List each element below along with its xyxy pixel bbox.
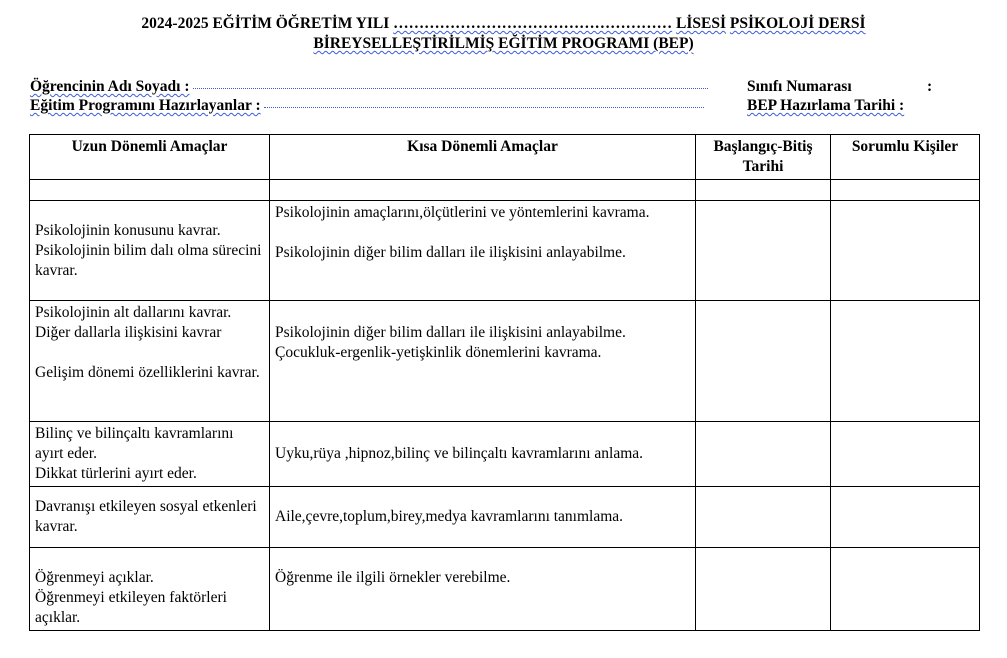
- short-term-goal-cell[interactable]: [270, 301, 696, 422]
- long-term-goal-cell[interactable]: [30, 487, 270, 548]
- dates-cell[interactable]: [696, 422, 831, 487]
- table-row: [30, 301, 980, 422]
- table-header-row: [30, 135, 980, 180]
- class-number-label: Sınıfı Numarası: [747, 78, 852, 95]
- short-term-goal-text: Psikolojinin amaçlarını,ölçütlerini ve yöntemlerini kavrama.: [275, 204, 650, 221]
- responsible-cell[interactable]: [831, 422, 980, 487]
- short-term-goal-cell[interactable]: [270, 201, 696, 301]
- title-course: PSİKOLOJİ DERSİ: [729, 15, 866, 32]
- table-row: [30, 422, 980, 487]
- responsible-cell[interactable]: [831, 487, 980, 548]
- preparers-field[interactable]: [30, 97, 704, 115]
- long-term-goal-text: Davranışı etkileyen sosyal etkenleri kavrar.: [35, 498, 257, 535]
- student-name-line: [193, 87, 708, 89]
- class-number-colon: :: [927, 78, 933, 95]
- header-responsible: Sorumlu Kişiler: [831, 135, 980, 180]
- short-term-goal-text: Aile,çevre,toplum,birey,medya kavramlarını tanımlama.: [275, 508, 624, 525]
- bep-date-label: BEP Hazırlama Tarihi :: [747, 97, 905, 114]
- class-number-field[interactable]: [747, 78, 852, 96]
- dates-cell[interactable]: [696, 548, 831, 631]
- document-title-line2: [0, 35, 1007, 53]
- short-term-goal-cell[interactable]: [270, 548, 696, 631]
- header-long-term: Uzun Dönemli Amaçlar: [30, 135, 270, 180]
- dates-cell[interactable]: [696, 301, 831, 422]
- short-term-goal-text: Öğrenme ile ilgili örnekler verebilme.: [275, 569, 511, 586]
- table-row: [30, 548, 980, 631]
- short-term-goal-cell[interactable]: [270, 422, 696, 487]
- table-cell[interactable]: [696, 180, 831, 201]
- long-term-goal-cell[interactable]: [30, 548, 270, 631]
- short-term-goal-text: Uyku,rüya ,hipnoz,bilinç ve bilinçaltı kavramlarını anlama.: [275, 445, 644, 462]
- preparers-label: Eğitim Programını Hazırlayanlar :: [30, 97, 261, 114]
- short-term-goal-cell[interactable]: [270, 487, 696, 548]
- student-name-label: Öğrencinin Adı Soyadı :: [30, 78, 190, 95]
- dates-cell[interactable]: [696, 201, 831, 301]
- short-term-goal-text: Psikolojinin diğer bilim dalları ile ilişkisini anlayabilme. Çocukluk-ergenlik-yetişkinlik dönemlerini kavrama.: [275, 324, 626, 361]
- long-term-goal-text: Psikolojinin konusunu kavrar. Psikolojinin bilim dalı olma sürecini kavrar.: [35, 221, 262, 279]
- long-term-goal-cell[interactable]: [30, 201, 270, 301]
- preparers-line: [264, 106, 704, 108]
- student-name-field[interactable]: [30, 78, 708, 96]
- responsible-cell[interactable]: [831, 201, 980, 301]
- short-term-goal-text: Psikolojinin diğer bilim dalları ile ilişkisini anlayabilme.: [275, 244, 626, 261]
- table-cell[interactable]: [270, 180, 696, 201]
- program-title: BİREYSELLEŞTİRİLMİŞ EĞİTİM PROGRAMI (BEP): [313, 35, 694, 52]
- long-term-goal-cell[interactable]: [30, 301, 270, 422]
- bep-table: [29, 134, 980, 631]
- header-short-term: Kısa Dönemli Amaçlar: [270, 135, 696, 180]
- bep-date-field[interactable]: [747, 97, 904, 115]
- dates-cell[interactable]: [696, 487, 831, 548]
- header-dates: Başlangıç-Bitiş Tarihi: [696, 135, 831, 180]
- table-row-empty: [30, 180, 980, 201]
- table-cell[interactable]: [30, 180, 270, 201]
- long-term-goal-text: Psikolojinin alt dallarını kavrar. Diğer dallarla ilişkisini kavrar Gelişim dönemi özelliklerini kavrar.: [35, 304, 260, 381]
- document-title-line1: [0, 15, 1007, 33]
- long-term-goal-cell[interactable]: [30, 422, 270, 487]
- long-term-goal-text: Bilinç ve bilinçaltı kavramlarını ayırt eder. Dikkat türlerini ayırt eder.: [35, 425, 234, 482]
- table-cell[interactable]: [831, 180, 980, 201]
- table-row: [30, 487, 980, 548]
- school-name-blank[interactable]: ………………………………………………: [393, 15, 673, 32]
- responsible-cell[interactable]: [831, 301, 980, 422]
- title-year: 2024-2025 EĞİTİM ÖĞRETİM YILI: [141, 15, 390, 32]
- title-school-word: LİSESİ: [676, 15, 727, 32]
- table-row: [30, 201, 980, 301]
- long-term-goal-text: Öğrenmeyi açıklar. Öğrenmeyi etkileyen faktörleri açıklar.: [35, 569, 227, 626]
- responsible-cell[interactable]: [831, 548, 980, 631]
